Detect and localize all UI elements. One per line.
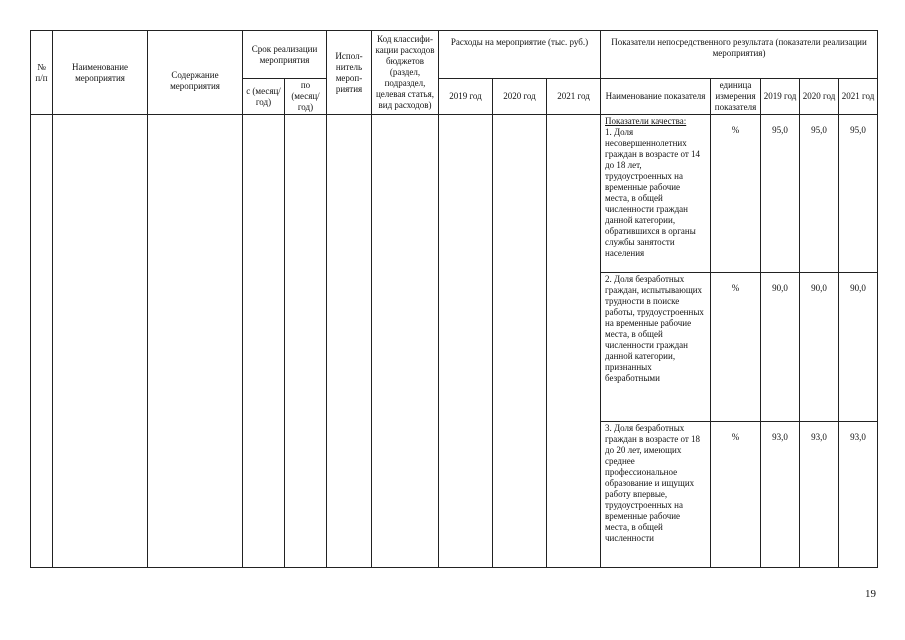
- header-num: № п/п: [31, 31, 53, 115]
- header-measure-content: Содержание мероприятия: [148, 31, 243, 115]
- cell-budget-code: [372, 115, 439, 568]
- header-exp-2021: 2021 год: [547, 79, 601, 115]
- header-exp-2019: 2019 год: [439, 79, 493, 115]
- cell-exp-2020: [493, 115, 547, 568]
- header-row-1: [31, 31, 878, 79]
- indicator-unit-2: %: [711, 273, 761, 422]
- header-exp-2020: 2020 год: [493, 79, 547, 115]
- cell-executor: [327, 115, 372, 568]
- indicator-name-2: 2. Доля безработных граждан, испытывающих трудности в поиске работы, трудоустроенных на временные рабочие места, в общей численности граждан данной категории, признанных безработными: [601, 273, 711, 422]
- header-results: Показатели непосредственного результата (показатели реализации мероприятия): [601, 31, 878, 79]
- indicator-2021-1: 95,0: [839, 115, 878, 273]
- cell-exp-2019: [439, 115, 493, 568]
- header-term-from: с (месяц/ год): [243, 79, 285, 115]
- indicator-2020-3: 93,0: [800, 422, 839, 568]
- header-ind-2019: 2019 год: [761, 79, 800, 115]
- indicator-2021-3: 93,0: [839, 422, 878, 568]
- indicator-2021-2: 90,0: [839, 273, 878, 422]
- header-expenses: Расходы на мероприятие (тыс. руб.): [439, 31, 601, 79]
- cell-exp-2021: [547, 115, 601, 568]
- header-budget-code: Код классифи- кации расходов бюджетов (раздел, подраздел, целевая статья, вид расходов): [372, 31, 439, 115]
- header-ind-2021: 2021 год: [839, 79, 878, 115]
- indicator-2020-2: 90,0: [800, 273, 839, 422]
- cell-term-from: [243, 115, 285, 568]
- cell-num: [31, 115, 53, 568]
- cell-term-to: [285, 115, 327, 568]
- header-term: Срок реализации мероприятия: [243, 31, 327, 79]
- header-term-to: по (месяц/ год): [285, 79, 327, 115]
- page-number: 19: [865, 588, 876, 600]
- header-ind-2020: 2020 год: [800, 79, 839, 115]
- header-executor: Испол- нитель мероп- риятия: [327, 31, 372, 115]
- cell-measure-name: [53, 115, 148, 568]
- indicator-2020-1: 95,0: [800, 115, 839, 273]
- table-row: [31, 115, 878, 273]
- indicator-unit-1: %: [711, 115, 761, 273]
- indicator-text: 1. Доля несовершеннолетних граждан в возрасте от 14 до 18 лет, трудоустроенных на временные рабочие места, в общей численности граждан данной категории, обратившихся в органы службы занятости населения: [605, 127, 701, 258]
- indicator-2019-3: 93,0: [761, 422, 800, 568]
- indicator-name-3: 3. Доля безработных граждан в возрасте от 18 до 20 лет, имеющих среднее профессиональное образование и ищущих работу впервые, трудоустроенных на временные рабочие места, в общей численности: [601, 422, 711, 568]
- measures-table: [30, 30, 878, 568]
- indicator-name-1: [601, 115, 711, 273]
- header-indicator-unit: единица измерения показателя: [711, 79, 761, 115]
- header-measure-name: Наименование мероприятия: [53, 31, 148, 115]
- indicator-unit-3: %: [711, 422, 761, 568]
- quality-heading: Показатели качества:: [605, 116, 687, 126]
- header-indicator-name: Наименование показателя: [601, 79, 711, 115]
- indicator-2019-2: 90,0: [761, 273, 800, 422]
- indicator-2019-1: 95,0: [761, 115, 800, 273]
- cell-measure-content: [148, 115, 243, 568]
